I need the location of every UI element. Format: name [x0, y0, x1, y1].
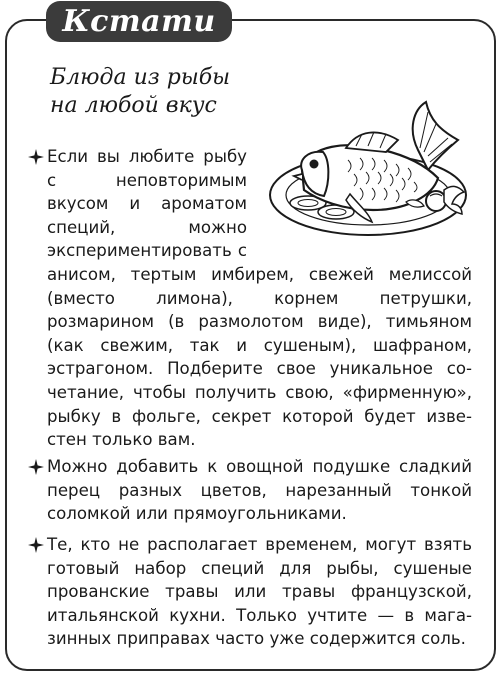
box-title-line-2: на любой вкус	[50, 93, 217, 118]
four-point-star-icon	[27, 148, 45, 166]
box-title-line-1: Блюда из рыбы	[50, 65, 231, 90]
illustration-spacer	[247, 145, 472, 261]
four-point-star-icon	[27, 536, 45, 554]
list-item	[47, 533, 472, 651]
box-title	[50, 64, 270, 120]
list-item	[47, 455, 472, 526]
list-item-text: Те, кто не располагает временем, могут взять готовый набор специй для рыбы, сушеные прованские травы или травы французской, итальянской кухни. Только учтите — в магазинных приправах часто уже содержится соль.	[47, 535, 472, 649]
section-label	[46, 1, 232, 42]
list-item	[47, 145, 472, 452]
four-point-star-icon	[27, 458, 45, 476]
list-item-text: Если вы любите рыбу с неповторимым вкусом и ароматом специй, можно экспериментировать с анисом, тертым имбирем, свежей мелиссой (вместо лимона), корнем петрушки, розмарином (в размолотом виде), тимьяном (как свежим, так и сушеным), шафраном, эстрагоном. Подберите свое уникальное сочетание, чтобы получить свою, «фирменную», рыбку в фольге, секрет которой будет известен только вам.	[47, 147, 472, 450]
list-item-text: Можно добавить к овощной подушке сладкий перец разных цветов, нарезанный тонкой соломкой или прямоугольниками.	[47, 457, 472, 524]
section-label-text: Кстати	[62, 4, 216, 39]
